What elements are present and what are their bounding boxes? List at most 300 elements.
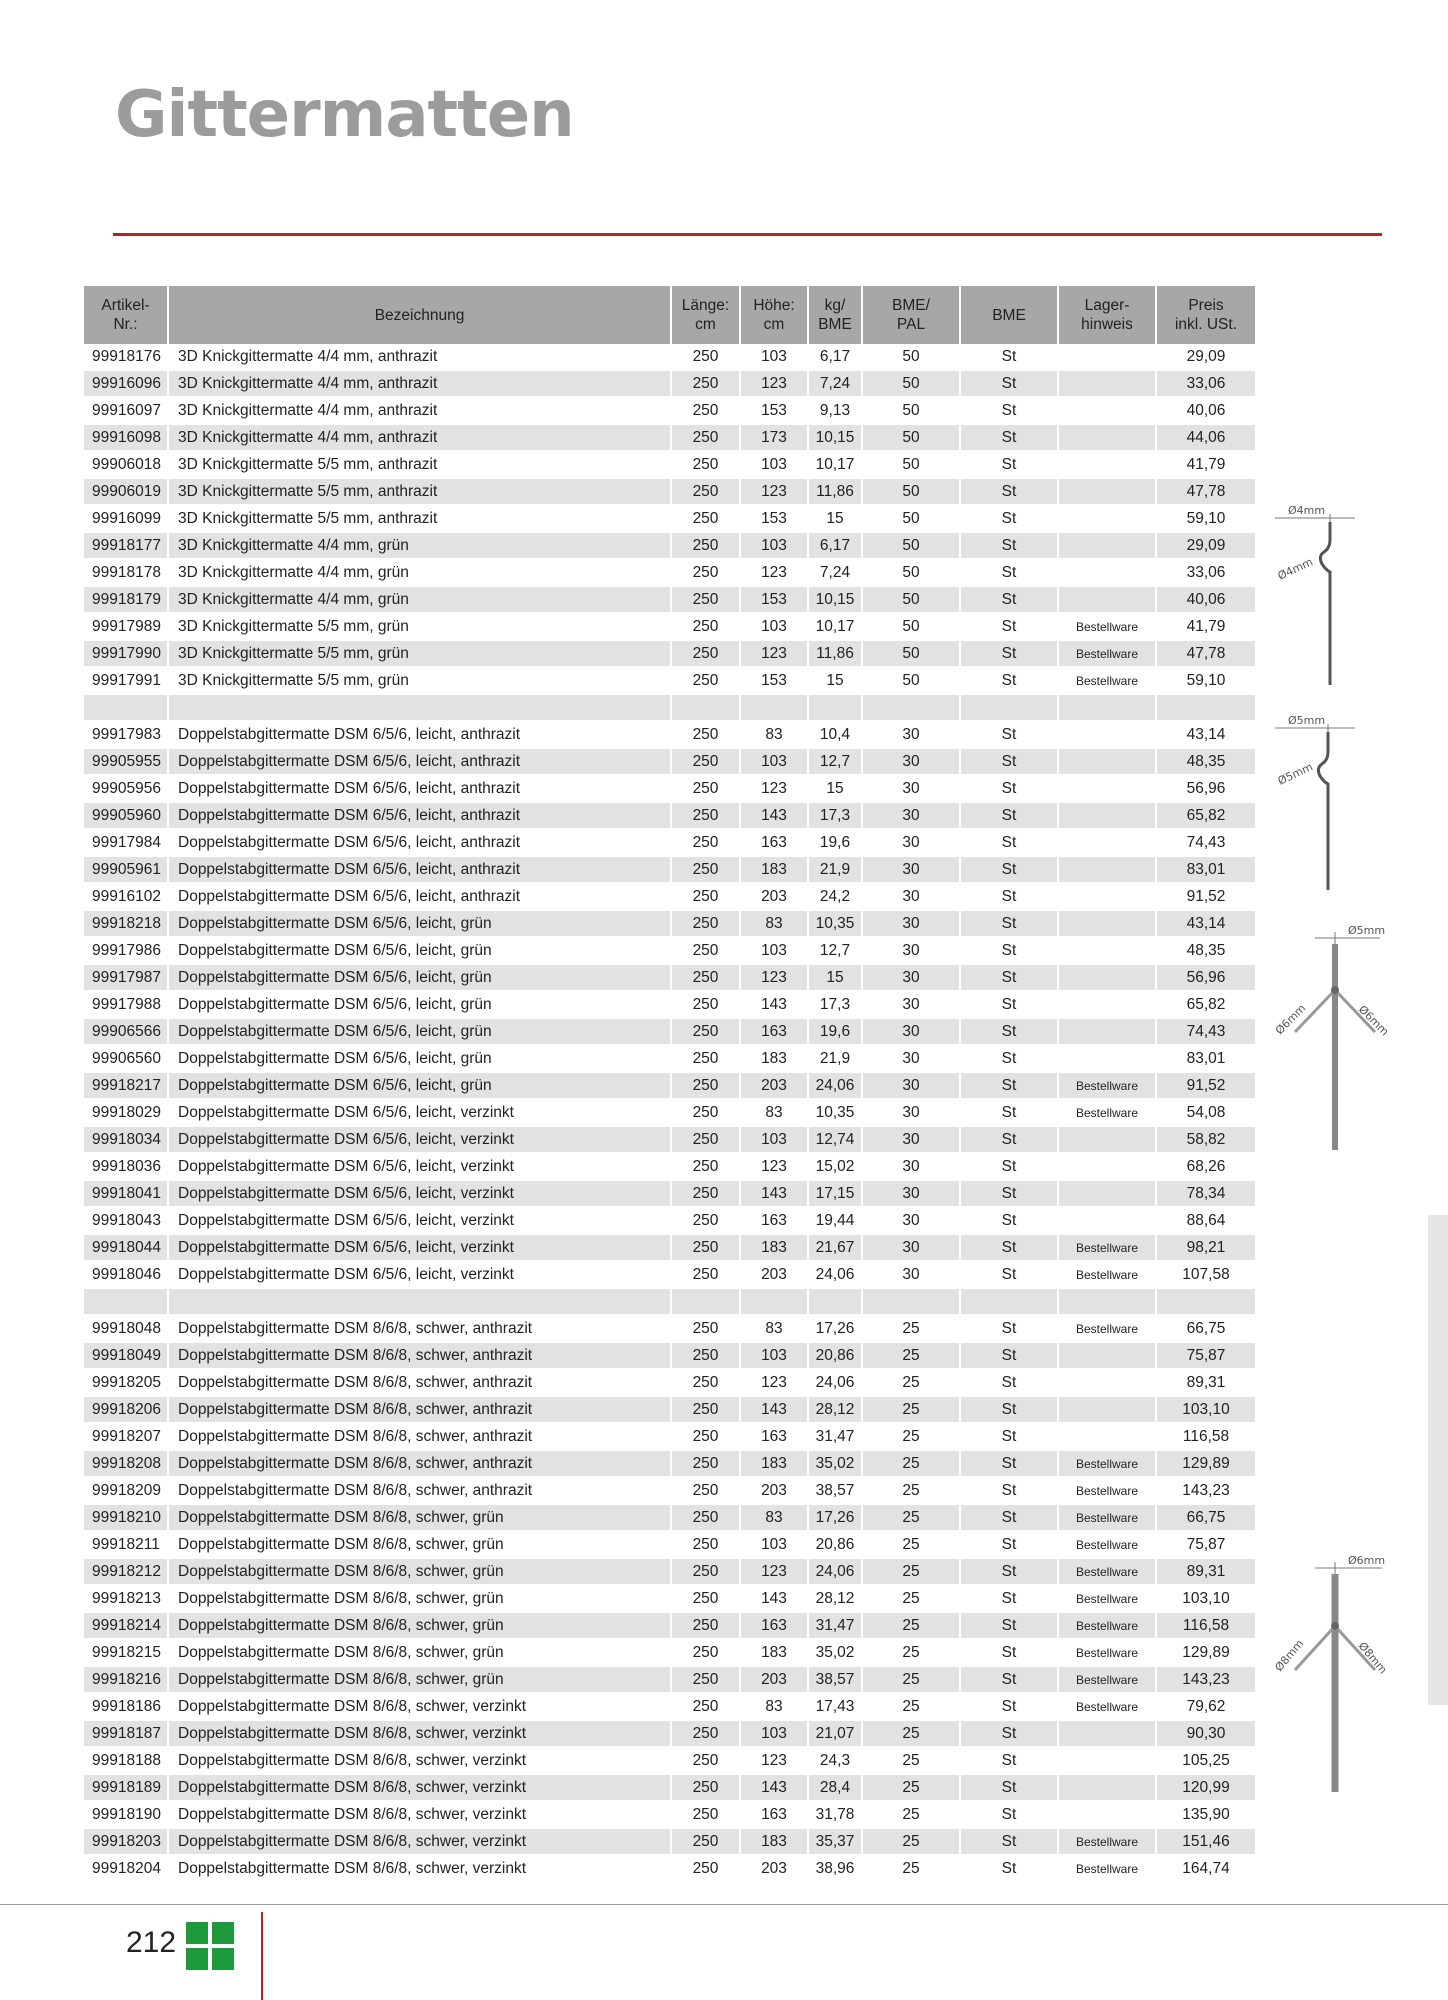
wire-diagram-5mm [1270,710,1360,900]
cell-bme-pal: 50 [862,451,960,478]
cell-bme-pal: 25 [862,1396,960,1423]
cell-laenge: 250 [671,1477,740,1504]
cell-bezeichnung [168,1288,671,1315]
footer-accent-line [261,1912,263,2000]
cell-hoehe: 103 [740,532,808,559]
cell-preis: 43,14 [1156,910,1255,937]
cell-kg-bme: 6,17 [808,344,862,370]
cell-bme-pal: 25 [862,1828,960,1855]
cell-preis: 143,23 [1156,1477,1255,1504]
cell-hoehe: 203 [740,1261,808,1288]
cell-bme-pal: 25 [862,1747,960,1774]
cell-bme-pal: 50 [862,344,960,370]
cell-lagerhinweis [1058,721,1156,748]
cell-preis: 44,06 [1156,424,1255,451]
cell-bezeichnung: Doppelstabgittermatte DSM 8/6/8, schwer, verzinkt [168,1747,671,1774]
cell-laenge: 250 [671,1720,740,1747]
cell-bezeichnung: Doppelstabgittermatte DSM 6/5/6, leicht, verzinkt [168,1207,671,1234]
cell-bme-pal: 30 [862,1234,960,1261]
header-laenge: Länge: cm [671,286,740,344]
diameter-label-top: Ø4mm [1288,504,1326,517]
diameter-label-top: Ø5mm [1348,924,1386,937]
cell-kg-bme: 12,7 [808,748,862,775]
cell-bezeichnung: Doppelstabgittermatte DSM 8/6/8, schwer, anthrazit [168,1477,671,1504]
cell-kg-bme: 15 [808,505,862,532]
cell-laenge: 250 [671,1774,740,1801]
cell-preis: 66,75 [1156,1504,1255,1531]
cell-artikel-nr: 99918209 [84,1477,168,1504]
cell-hoehe: 83 [740,910,808,937]
cell-artikel-nr: 99918190 [84,1801,168,1828]
cell-lagerhinweis [1058,1126,1156,1153]
cell-laenge: 250 [671,1531,740,1558]
cell-bme-pal: 50 [862,640,960,667]
cell-kg-bme: 28,4 [808,1774,862,1801]
cell-laenge: 250 [671,1747,740,1774]
cell-bezeichnung: Doppelstabgittermatte DSM 8/6/8, schwer, anthrazit [168,1315,671,1342]
cell-hoehe: 163 [740,1801,808,1828]
cell-preis: 66,75 [1156,1315,1255,1342]
cell-lagerhinweis [1058,559,1156,586]
cell-artikel-nr: 99906560 [84,1045,168,1072]
cell-hoehe: 143 [740,1774,808,1801]
cell-bme-pal: 30 [862,964,960,991]
cell-lagerhinweis [1058,775,1156,802]
cell-lagerhinweis [1058,451,1156,478]
cell-preis: 164,74 [1156,1855,1255,1882]
cell-lagerhinweis [1058,991,1156,1018]
cell-artikel-nr: 99918177 [84,532,168,559]
diameter-label-right: Ø8mm [1355,1639,1390,1677]
cell-artikel-nr: 99916102 [84,883,168,910]
cell-bme-pal: 30 [862,1045,960,1072]
table-row [84,344,1255,370]
cell-lagerhinweis: Bestellware [1058,1234,1156,1261]
table-row [84,532,1255,559]
cell-preis: 41,79 [1156,451,1255,478]
cell-bme: St [960,1774,1058,1801]
cell-lagerhinweis: Bestellware [1058,1666,1156,1693]
cell-bezeichnung: 3D Knickgittermatte 4/4 mm, anthrazit [168,424,671,451]
table-row [84,1558,1255,1585]
table-row [84,1720,1255,1747]
cell-bme-pal: 25 [862,1666,960,1693]
cell-artikel-nr: 99918048 [84,1315,168,1342]
cell-bme-pal: 30 [862,1180,960,1207]
cell-artikel-nr: 99918212 [84,1558,168,1585]
cell-laenge: 250 [671,910,740,937]
cell-hoehe: 123 [740,1369,808,1396]
cell-bezeichnung: Doppelstabgittermatte DSM 6/5/6, leicht, grün [168,910,671,937]
cell-artikel-nr: 99906019 [84,478,168,505]
diameter-label-side: Ø4mm [1275,555,1315,583]
header-preis: Preis inkl. USt. [1156,286,1255,344]
cell-laenge: 250 [671,505,740,532]
cell-kg-bme: 17,15 [808,1180,862,1207]
cell-hoehe: 143 [740,1180,808,1207]
table-row [84,586,1255,613]
cell-bme-pal: 25 [862,1720,960,1747]
cell-kg-bme: 21,67 [808,1234,862,1261]
cell-bme: St [960,883,1058,910]
cell-kg-bme: 20,86 [808,1531,862,1558]
table-row [84,1423,1255,1450]
cell-bezeichnung: Doppelstabgittermatte DSM 6/5/6, leicht, anthrazit [168,883,671,910]
cell-lagerhinweis: Bestellware [1058,1477,1156,1504]
cell-lagerhinweis [1058,478,1156,505]
cell-bme-pal: 30 [862,1072,960,1099]
cell-laenge: 250 [671,1234,740,1261]
cell-laenge [671,1288,740,1315]
cell-lagerhinweis: Bestellware [1058,1585,1156,1612]
cell-kg-bme: 17,26 [808,1504,862,1531]
cell-hoehe: 103 [740,748,808,775]
cell-laenge: 250 [671,1369,740,1396]
cell-bme: St [960,856,1058,883]
table-row [84,937,1255,964]
cell-preis: 91,52 [1156,883,1255,910]
cell-lagerhinweis [1058,370,1156,397]
diameter-label-left: Ø6mm [1272,1001,1309,1038]
cell-bme: St [960,1396,1058,1423]
cell-laenge: 250 [671,586,740,613]
cell-preis: 143,23 [1156,1666,1255,1693]
cell-preis: 29,09 [1156,532,1255,559]
cell-bme: St [960,1639,1058,1666]
cell-bezeichnung: Doppelstabgittermatte DSM 8/6/8, schwer, anthrazit [168,1423,671,1450]
cell-kg-bme: 28,12 [808,1585,862,1612]
table-row [84,1639,1255,1666]
cell-bme: St [960,1612,1058,1639]
cell-bme-pal [862,694,960,721]
table-row [84,829,1255,856]
cell-bme: St [960,532,1058,559]
cell-bme [960,1288,1058,1315]
cell-lagerhinweis: Bestellware [1058,1099,1156,1126]
cell-laenge: 250 [671,856,740,883]
cell-laenge: 250 [671,991,740,1018]
cell-bezeichnung: Doppelstabgittermatte DSM 8/6/8, schwer, anthrazit [168,1342,671,1369]
cell-laenge: 250 [671,802,740,829]
cell-laenge: 250 [671,1828,740,1855]
cell-bezeichnung: Doppelstabgittermatte DSM 8/6/8, schwer, verzinkt [168,1774,671,1801]
cell-bme: St [960,1207,1058,1234]
cell-lagerhinweis [1058,802,1156,829]
cell-lagerhinweis [1058,910,1156,937]
cell-hoehe: 103 [740,1531,808,1558]
cell-bme-pal: 30 [862,991,960,1018]
cell-bme: St [960,1342,1058,1369]
wire-diagram-8-6-8 [1270,1550,1400,1800]
cell-preis: 120,99 [1156,1774,1255,1801]
cell-lagerhinweis: Bestellware [1058,1315,1156,1342]
cell-laenge: 250 [671,370,740,397]
cell-lagerhinweis [1058,1018,1156,1045]
cell-bme-pal: 25 [862,1315,960,1342]
cell-bme-pal: 25 [862,1774,960,1801]
cell-bezeichnung: Doppelstabgittermatte DSM 8/6/8, schwer, verzinkt [168,1855,671,1882]
cell-kg-bme: 24,06 [808,1261,862,1288]
cell-kg-bme: 24,06 [808,1072,862,1099]
cell-kg-bme: 17,3 [808,802,862,829]
cell-bme-pal [862,1288,960,1315]
cell-laenge: 250 [671,1450,740,1477]
table-row [84,1369,1255,1396]
cell-preis: 54,08 [1156,1099,1255,1126]
cell-hoehe: 123 [740,1153,808,1180]
cell-lagerhinweis [1058,883,1156,910]
header-kg-bme: kg/ BME [808,286,862,344]
cell-lagerhinweis: Bestellware [1058,1693,1156,1720]
cell-bme: St [960,559,1058,586]
cell-bezeichnung: Doppelstabgittermatte DSM 8/6/8, schwer, verzinkt [168,1693,671,1720]
cell-bme: St [960,1099,1058,1126]
cell-kg-bme: 9,13 [808,397,862,424]
table-row [84,424,1255,451]
cell-bezeichnung: Doppelstabgittermatte DSM 6/5/6, leicht, verzinkt [168,1099,671,1126]
cell-lagerhinweis [1058,1747,1156,1774]
cell-laenge: 250 [671,1099,740,1126]
cell-laenge: 250 [671,1207,740,1234]
cell-laenge: 250 [671,1666,740,1693]
table-row [84,1045,1255,1072]
cell-hoehe: 83 [740,1693,808,1720]
cell-bezeichnung: Doppelstabgittermatte DSM 6/5/6, leicht, anthrazit [168,802,671,829]
cell-bezeichnung: 3D Knickgittermatte 5/5 mm, anthrazit [168,505,671,532]
cell-bme: St [960,1126,1058,1153]
cell-lagerhinweis: Bestellware [1058,1828,1156,1855]
cell-lagerhinweis [1058,937,1156,964]
cell-hoehe: 203 [740,1072,808,1099]
cell-preis: 78,34 [1156,1180,1255,1207]
cell-lagerhinweis: Bestellware [1058,1855,1156,1882]
cell-bme: St [960,1747,1058,1774]
cell-laenge: 250 [671,532,740,559]
cell-kg-bme: 38,57 [808,1477,862,1504]
cell-lagerhinweis: Bestellware [1058,1504,1156,1531]
table-row [84,856,1255,883]
cell-kg-bme: 17,26 [808,1315,862,1342]
cell-hoehe: 83 [740,1315,808,1342]
cell-preis [1156,1288,1255,1315]
cell-bme-pal: 25 [862,1855,960,1882]
cell-kg-bme: 10,15 [808,586,862,613]
wire-diagram-6-5-6 [1270,920,1400,1160]
cell-bezeichnung: 3D Knickgittermatte 5/5 mm, grün [168,613,671,640]
cell-bme: St [960,1153,1058,1180]
cell-bme: St [960,1504,1058,1531]
cell-kg-bme: 24,3 [808,1747,862,1774]
cell-lagerhinweis: Bestellware [1058,1531,1156,1558]
cell-preis: 105,25 [1156,1747,1255,1774]
cell-bezeichnung: Doppelstabgittermatte DSM 6/5/6, leicht, verzinkt [168,1180,671,1207]
table-row [84,1747,1255,1774]
cell-lagerhinweis [1058,1423,1156,1450]
cell-artikel-nr: 99918046 [84,1261,168,1288]
header-bme-pal: BME/ PAL [862,286,960,344]
cell-bme-pal: 25 [862,1531,960,1558]
cell-kg-bme: 11,86 [808,478,862,505]
cell-kg-bme: 10,15 [808,424,862,451]
cell-kg-bme: 15,02 [808,1153,862,1180]
cell-bezeichnung: Doppelstabgittermatte DSM 8/6/8, schwer, anthrazit [168,1369,671,1396]
cell-artikel-nr: 99918041 [84,1180,168,1207]
cell-kg-bme: 12,7 [808,937,862,964]
cell-artikel-nr: 99905961 [84,856,168,883]
cell-artikel-nr: 99918189 [84,1774,168,1801]
cell-lagerhinweis [1058,1369,1156,1396]
cell-laenge: 250 [671,424,740,451]
cell-bme-pal: 50 [862,559,960,586]
cell-artikel-nr: 99918214 [84,1612,168,1639]
cell-bme: St [960,424,1058,451]
cell-kg-bme: 24,06 [808,1369,862,1396]
table-row [84,1450,1255,1477]
cell-artikel-nr: 99916097 [84,397,168,424]
cell-hoehe: 123 [740,478,808,505]
cell-bme-pal: 30 [862,910,960,937]
cell-lagerhinweis [1058,1180,1156,1207]
cell-preis: 107,58 [1156,1261,1255,1288]
cell-bezeichnung: 3D Knickgittermatte 4/4 mm, anthrazit [168,397,671,424]
wire-diagram-4mm [1270,500,1360,690]
cell-artikel-nr: 99917984 [84,829,168,856]
cell-laenge: 250 [671,721,740,748]
cell-hoehe: 103 [740,937,808,964]
cell-bme-pal: 30 [862,1018,960,1045]
cell-laenge: 250 [671,883,740,910]
cell-hoehe: 103 [740,1342,808,1369]
cell-preis: 89,31 [1156,1369,1255,1396]
cell-laenge: 250 [671,344,740,370]
cell-hoehe: 183 [740,856,808,883]
cell-kg-bme: 19,44 [808,1207,862,1234]
cell-lagerhinweis [1058,424,1156,451]
cell-bme: St [960,1828,1058,1855]
header-hoehe: Höhe: cm [740,286,808,344]
cell-bme-pal: 30 [862,1207,960,1234]
cell-bezeichnung: Doppelstabgittermatte DSM 8/6/8, schwer, grün [168,1585,671,1612]
cell-preis: 135,90 [1156,1801,1255,1828]
cell-artikel-nr: 99918029 [84,1099,168,1126]
cell-preis: 151,46 [1156,1828,1255,1855]
cell-hoehe: 123 [740,775,808,802]
table-row [84,1477,1255,1504]
cell-bme-pal: 50 [862,586,960,613]
table-row [84,613,1255,640]
cell-lagerhinweis [1058,532,1156,559]
cell-artikel-nr: 99918036 [84,1153,168,1180]
cell-lagerhinweis: Bestellware [1058,1558,1156,1585]
cell-preis: 56,96 [1156,775,1255,802]
table-row [84,667,1255,694]
cell-lagerhinweis [1058,344,1156,370]
cell-bme-pal: 25 [862,1423,960,1450]
cell-bezeichnung: Doppelstabgittermatte DSM 6/5/6, leicht, grün [168,1018,671,1045]
cell-kg-bme: 12,74 [808,1126,862,1153]
cell-preis: 129,89 [1156,1450,1255,1477]
diameter-label-top: Ø5mm [1288,714,1326,727]
diameter-label-right: Ø6mm [1355,1002,1392,1039]
cell-bme: St [960,802,1058,829]
cell-hoehe: 203 [740,883,808,910]
table-row [84,748,1255,775]
cell-bme: St [960,1369,1058,1396]
cell-lagerhinweis [1058,694,1156,721]
cell-bme: St [960,1531,1058,1558]
cell-kg-bme: 28,12 [808,1396,862,1423]
table-row [84,1315,1255,1342]
cell-bme: St [960,505,1058,532]
cell-lagerhinweis: Bestellware [1058,1072,1156,1099]
cell-preis: 116,58 [1156,1612,1255,1639]
cell-bezeichnung: 3D Knickgittermatte 4/4 mm, anthrazit [168,370,671,397]
cell-bezeichnung: Doppelstabgittermatte DSM 6/5/6, leicht, grün [168,1045,671,1072]
cell-bezeichnung: 3D Knickgittermatte 4/4 mm, grün [168,532,671,559]
cell-kg-bme [808,694,862,721]
table-row [84,1666,1255,1693]
cell-lagerhinweis [1058,829,1156,856]
footer-divider [0,1904,1448,1905]
cell-lagerhinweis: Bestellware [1058,640,1156,667]
cell-lagerhinweis [1058,748,1156,775]
cell-bme: St [960,1720,1058,1747]
table-row [84,1342,1255,1369]
cell-artikel-nr: 99906566 [84,1018,168,1045]
cell-artikel-nr: 99918049 [84,1342,168,1369]
cell-bezeichnung: Doppelstabgittermatte DSM 8/6/8, schwer, grün [168,1666,671,1693]
cell-artikel-nr [84,694,168,721]
cell-artikel-nr: 99917989 [84,613,168,640]
cell-kg-bme: 31,78 [808,1801,862,1828]
table-body [84,344,1255,1882]
cell-preis: 47,78 [1156,478,1255,505]
cell-lagerhinweis [1058,1207,1156,1234]
table-header-row [84,286,1255,344]
cell-hoehe: 143 [740,1585,808,1612]
cell-hoehe: 183 [740,1234,808,1261]
table-row [84,1153,1255,1180]
cell-bme-pal: 30 [862,937,960,964]
cell-laenge [671,694,740,721]
cell-artikel-nr: 99917987 [84,964,168,991]
header-bezeichnung: Bezeichnung [168,286,671,344]
cell-laenge: 250 [671,451,740,478]
cell-artikel-nr: 99916098 [84,424,168,451]
cell-bme: St [960,1585,1058,1612]
cell-preis: 79,62 [1156,1693,1255,1720]
cell-bme-pal: 25 [862,1639,960,1666]
cell-preis: 65,82 [1156,802,1255,829]
cell-lagerhinweis [1058,1720,1156,1747]
cell-hoehe: 163 [740,1612,808,1639]
cell-bme: St [960,991,1058,1018]
cell-laenge: 250 [671,1423,740,1450]
cell-bme: St [960,640,1058,667]
cell-laenge: 250 [671,1045,740,1072]
cell-bezeichnung: 3D Knickgittermatte 4/4 mm, grün [168,559,671,586]
cell-preis: 89,31 [1156,1558,1255,1585]
cell-hoehe [740,694,808,721]
cell-preis: 48,35 [1156,748,1255,775]
cell-hoehe: 123 [740,1747,808,1774]
cell-bezeichnung: Doppelstabgittermatte DSM 6/5/6, leicht, grün [168,991,671,1018]
cell-bme-pal: 25 [862,1612,960,1639]
cell-bme-pal: 30 [862,829,960,856]
cell-bezeichnung: 3D Knickgittermatte 4/4 mm, anthrazit [168,344,671,370]
cell-preis: 116,58 [1156,1423,1255,1450]
table-row [84,1828,1255,1855]
